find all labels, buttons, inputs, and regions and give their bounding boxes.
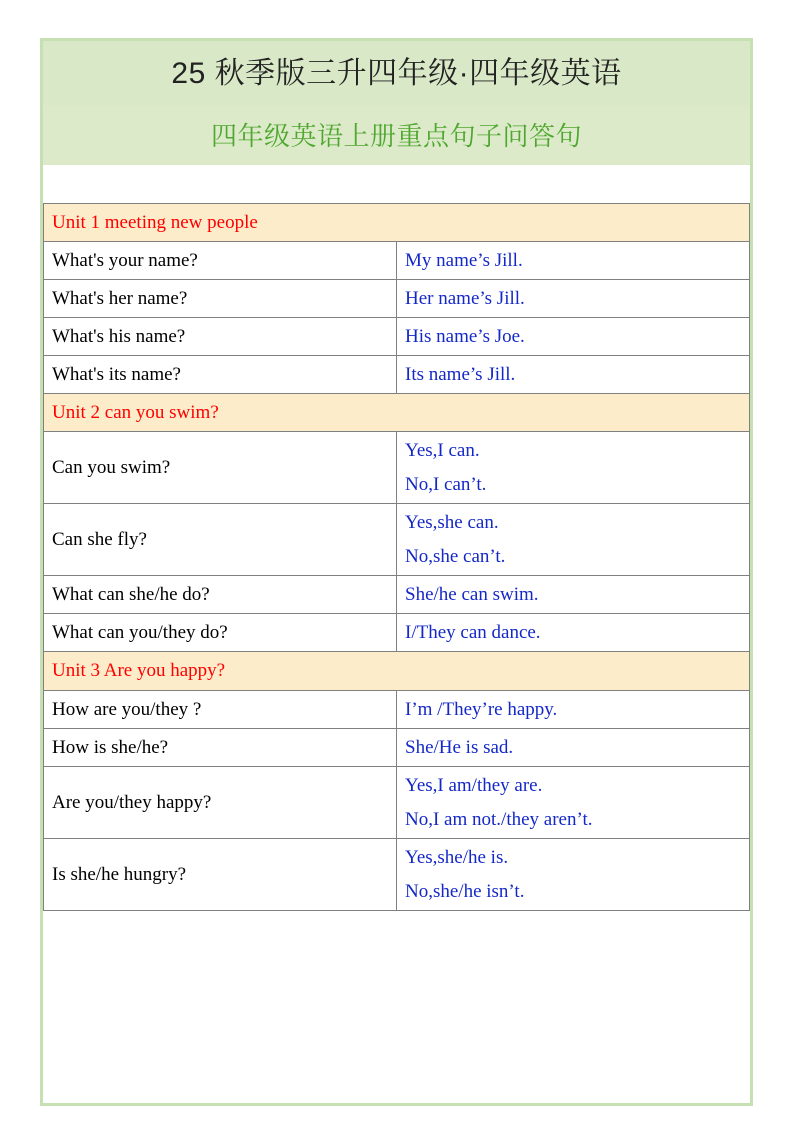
answer-cell (397, 355, 750, 393)
answer-line: Yes,she can. (405, 512, 499, 534)
table-bottom-spacer (43, 911, 750, 955)
question-cell: Are you/they happy? (44, 766, 397, 838)
question-cell: Can she fly? (44, 504, 397, 576)
table-row (44, 317, 750, 355)
table-row (44, 355, 750, 393)
answer-line: I/They can dance. (405, 622, 541, 644)
table-row (44, 690, 750, 728)
answer-line: No,I am not./they aren’t. (405, 808, 593, 830)
question-cell: What's its name? (44, 355, 397, 393)
question-cell: What can you/they do? (44, 614, 397, 652)
answer-line: Yes,I am/they are. (405, 774, 543, 796)
qa-table (43, 203, 750, 911)
answer-cell (397, 728, 750, 766)
answer-cell (397, 576, 750, 614)
question-cell: Can you swim? (44, 431, 397, 503)
answer-line: Her name’s Jill. (405, 287, 525, 309)
answer-cell (397, 431, 750, 503)
answer-line: Yes,she/he is. (405, 846, 509, 868)
answer-line: No,she can’t. (405, 546, 506, 568)
table-row (44, 241, 750, 279)
unit-header-label: Unit 2 can you swim? (44, 393, 750, 431)
answer-line: Yes,I can. (405, 439, 480, 461)
answer-cell (397, 504, 750, 576)
answer-line: She/he can swim. (405, 584, 539, 606)
answer-cell (397, 279, 750, 317)
table-row (44, 431, 750, 503)
answer-line: No,she/he isn’t. (405, 880, 525, 902)
question-cell: What's her name? (44, 279, 397, 317)
answer-cell (397, 241, 750, 279)
question-cell: Is she/he hungry? (44, 838, 397, 910)
unit-header-row (44, 652, 750, 690)
answer-line: No,I can’t. (405, 474, 487, 496)
table-row (44, 766, 750, 838)
table-row (44, 614, 750, 652)
unit-header-label: Unit 3 Are you happy? (44, 652, 750, 690)
answer-line: His name’s Joe. (405, 325, 525, 347)
unit-header-label: Unit 1 meeting new people (44, 203, 750, 241)
question-cell: How are you/they ? (44, 690, 397, 728)
table-row (44, 576, 750, 614)
answer-cell (397, 614, 750, 652)
document-content (40, 38, 753, 958)
answer-line: My name’s Jill. (405, 249, 523, 271)
page-title: 25 秋季版三升四年级·四年级英语 (43, 41, 750, 105)
answer-cell (397, 690, 750, 728)
question-cell: What's your name? (44, 241, 397, 279)
answer-line: Its name’s Jill. (405, 363, 516, 385)
page-subtitle: 四年级英语上册重点句子问答句 (43, 105, 750, 165)
table-row (44, 504, 750, 576)
qa-table-body (44, 203, 750, 910)
table-row (44, 838, 750, 910)
answer-cell (397, 766, 750, 838)
table-row (44, 728, 750, 766)
answer-cell (397, 317, 750, 355)
question-cell: How is she/he? (44, 728, 397, 766)
unit-header-row (44, 203, 750, 241)
answer-line: I’m /They’re happy. (405, 698, 558, 720)
answer-cell (397, 838, 750, 910)
question-cell: What's his name? (44, 317, 397, 355)
table-row (44, 279, 750, 317)
question-cell: What can she/he do? (44, 576, 397, 614)
title-table-spacer (43, 165, 750, 203)
unit-header-row (44, 393, 750, 431)
answer-line: She/He is sad. (405, 736, 514, 758)
